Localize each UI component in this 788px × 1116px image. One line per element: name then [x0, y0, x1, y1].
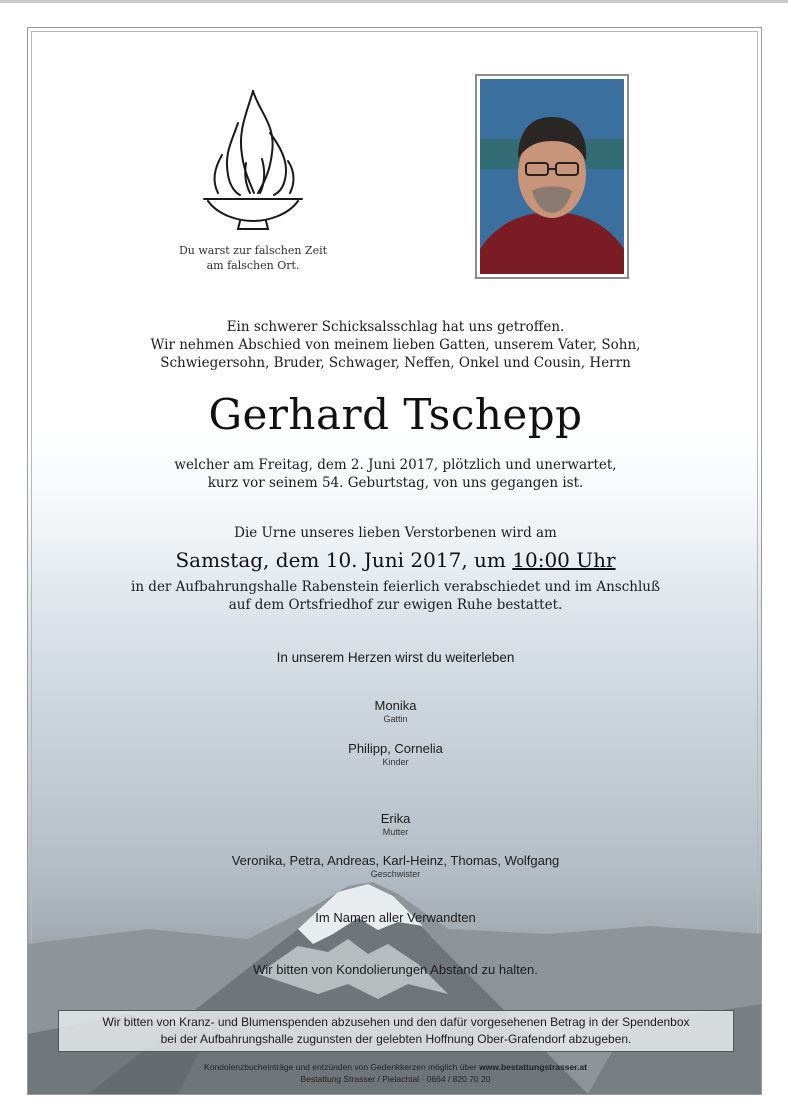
intro-line: Schwiegersohn, Bruder, Schwager, Neffen, Onkel und Cousin, Herrn: [160, 355, 631, 371]
heart-line: In unserem Herzen wirst du weiterleben: [276, 650, 515, 665]
ceremony-details: [28, 578, 762, 614]
ceremony-date-text: Samstag, dem 10. Juni 2017, um: [175, 548, 513, 572]
family-role: Mutter: [382, 827, 409, 837]
deceased-name: Gerhard Tschepp: [208, 390, 583, 439]
footer-line-1: [28, 1061, 762, 1073]
donation-line: Wir bitten von Kranz- und Blumenspenden abzusehen und den dafür vorgesehenen Betrag in der Spendenbox: [102, 1015, 690, 1029]
death-line: welcher am Freitag, dem 2. Juni 2017, plötzlich und unerwartet,: [174, 457, 617, 473]
parte-card: [27, 27, 762, 1095]
donation-line: bei der Aufbahrungshalle zugunsten der gelebten Hoffnung Ober-Grafendorf abzugeben.: [160, 1032, 632, 1046]
portrait-photo: [480, 79, 624, 274]
portrait-frame: [475, 74, 629, 279]
motto: [148, 243, 358, 273]
ceremony-time: 10:00 Uhr: [512, 548, 616, 572]
urn-line: Die Urne unseres lieben Verstorbenen wird am: [234, 525, 557, 541]
ceremony-line: in der Aufbahrungshalle Rabenstein feierlich verabschiedet und im Anschluß: [131, 579, 660, 595]
motto-line: Du warst zur falschen Zeit: [178, 244, 328, 257]
family-entry: [28, 741, 762, 767]
ceremony-date: [28, 546, 762, 574]
family-entry: [28, 853, 762, 879]
family-name: Monika: [374, 698, 417, 713]
motto-line: am falschen Ort.: [206, 259, 300, 272]
family-name: Erika: [380, 811, 411, 826]
family-entry: [28, 698, 762, 724]
top-rule: [0, 0, 788, 3]
family-role: Gattin: [383, 714, 408, 724]
intro-line: Wir nehmen Abschied von meinem lieben Gatten, unserem Vater, Sohn,: [150, 337, 641, 353]
footer-line-2: Bestattung Strasser / Pielachtal · 0664 / 820 70 20: [300, 1074, 491, 1084]
family-role: Kinder: [382, 757, 409, 767]
intro-line: Ein schwerer Schicksalsschlag hat uns getroffen.: [226, 319, 565, 335]
announcement-intro: [28, 318, 762, 372]
family-name: Philipp, Cornelia: [348, 741, 443, 756]
relatives-line: Im Namen aller Verwandten: [315, 910, 476, 925]
footer: [28, 1061, 762, 1085]
eternal-flame-icon: [198, 83, 308, 253]
death-line: kurz vor seinem 54. Geburtstag, von uns gegangen ist.: [207, 475, 584, 491]
website-link[interactable]: www.bestattungstrasser.at: [479, 1062, 587, 1072]
footer-text: Kondolenzbucheinträge und entzünden von Gedenkkerzen möglich über: [204, 1062, 480, 1072]
family-entry: [28, 811, 762, 837]
donation-box: [58, 1010, 734, 1052]
family-role: Geschwister: [370, 869, 421, 879]
death-details: [28, 456, 762, 492]
condolence-note: Wir bitten von Kondolierungen Abstand zu halten.: [253, 962, 538, 977]
family-name: Veronika, Petra, Andreas, Karl-Heinz, Thomas, Wolfgang: [231, 853, 560, 868]
ceremony-line: auf dem Ortsfriedhof zur ewigen Ruhe bestattet.: [228, 597, 563, 613]
